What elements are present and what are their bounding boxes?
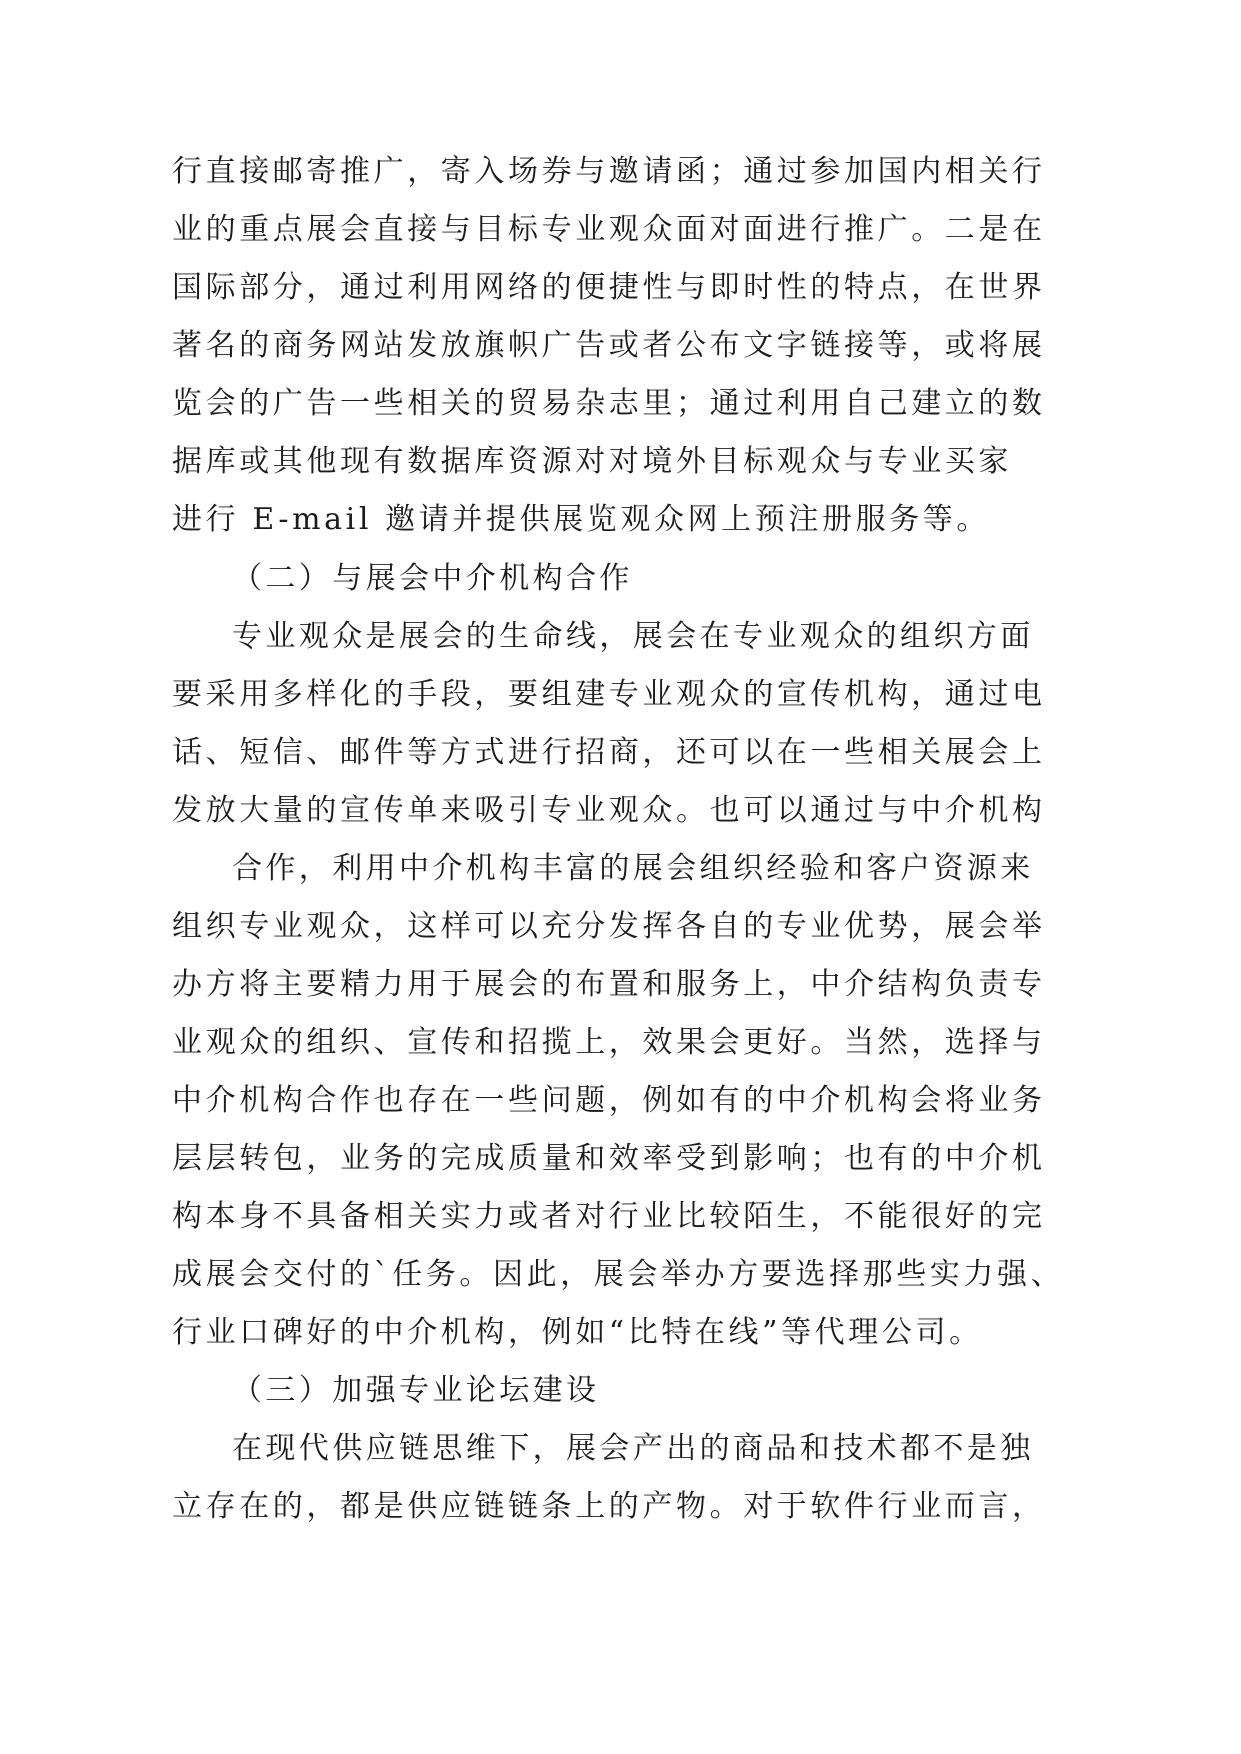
text-line-11: 话、短信、邮件等方式进行招商，还可以在一些相关展会上 bbox=[172, 735, 1046, 770]
text-line-14: 组织专业观众，这样可以充分发挥各自的专业优势，展会举 bbox=[172, 909, 1046, 944]
text-line-16: 业观众的组织、宣传和招揽上，效果会更好。当然，选择与 bbox=[172, 1025, 1046, 1060]
section-heading-2: （二）与展会中介机构合作 bbox=[232, 561, 633, 596]
text-line-10: 要采用多样化的手段，要组建专业观众的宣传机构，通过电 bbox=[172, 677, 1046, 712]
text-line-21: 行业口碑好的中介机构，例如“比特在线”等代理公司。 bbox=[172, 1315, 983, 1350]
text-line-24: 立存在的，都是供应链链条上的产物。对于软件行业而言， bbox=[172, 1489, 1046, 1524]
text-line-19: 构本身不具备相关实力或者对行业比较陌生，不能很好的完 bbox=[172, 1199, 1046, 1234]
text-line-12: 发放大量的宣传单来吸引专业观众。也可以通过与中介机构 bbox=[172, 793, 1046, 828]
text-line-5: 览会的广告一些相关的贸易杂志里；通过利用自己建立的数 bbox=[172, 386, 1046, 421]
text-line-6: 据库或其他现有数据库资源对对境外目标观众与专业买家 bbox=[172, 444, 1012, 479]
text-line-23: 在现代供应链思维下，展会产出的商品和技术都不是独 bbox=[232, 1431, 1034, 1466]
text-line-1: 行直接邮寄推广，寄入场券与邀请函；通过参加国内相关行 bbox=[172, 154, 1046, 189]
text-line-2: 业的重点展会直接与目标专业观众面对面进行推广。二是在 bbox=[172, 212, 1046, 247]
text-line-17: 中介机构合作也存在一些问题，例如有的中介机构会将业务 bbox=[172, 1083, 1046, 1118]
text-line-7: 进行 E-mail 邀请并提供展览观众网上预注册服务等。 bbox=[172, 502, 990, 537]
section-heading-3: （三）加强专业论坛建设 bbox=[232, 1373, 600, 1408]
text-line-13: 合作，利用中介机构丰富的展会组织经验和客户资源来 bbox=[232, 851, 1034, 886]
text-line-20: 成展会交付的`任务。因此，展会举办方要选择那些实力强、 bbox=[172, 1257, 1065, 1292]
text-line-9: 专业观众是展会的生命线，展会在专业观众的组织方面 bbox=[232, 619, 1034, 654]
text-line-3: 国际部分，通过利用网络的便捷性与即时性的特点，在世界 bbox=[172, 270, 1046, 305]
text-line-15: 办方将主要精力用于展会的布置和服务上，中介结构负责专 bbox=[172, 967, 1046, 1002]
text-line-4: 著名的商务网站发放旗帜广告或者公布文字链接等，或将展 bbox=[172, 328, 1046, 363]
text-line-18: 层层转包，业务的完成质量和效率受到影响；也有的中介机 bbox=[172, 1141, 1046, 1176]
